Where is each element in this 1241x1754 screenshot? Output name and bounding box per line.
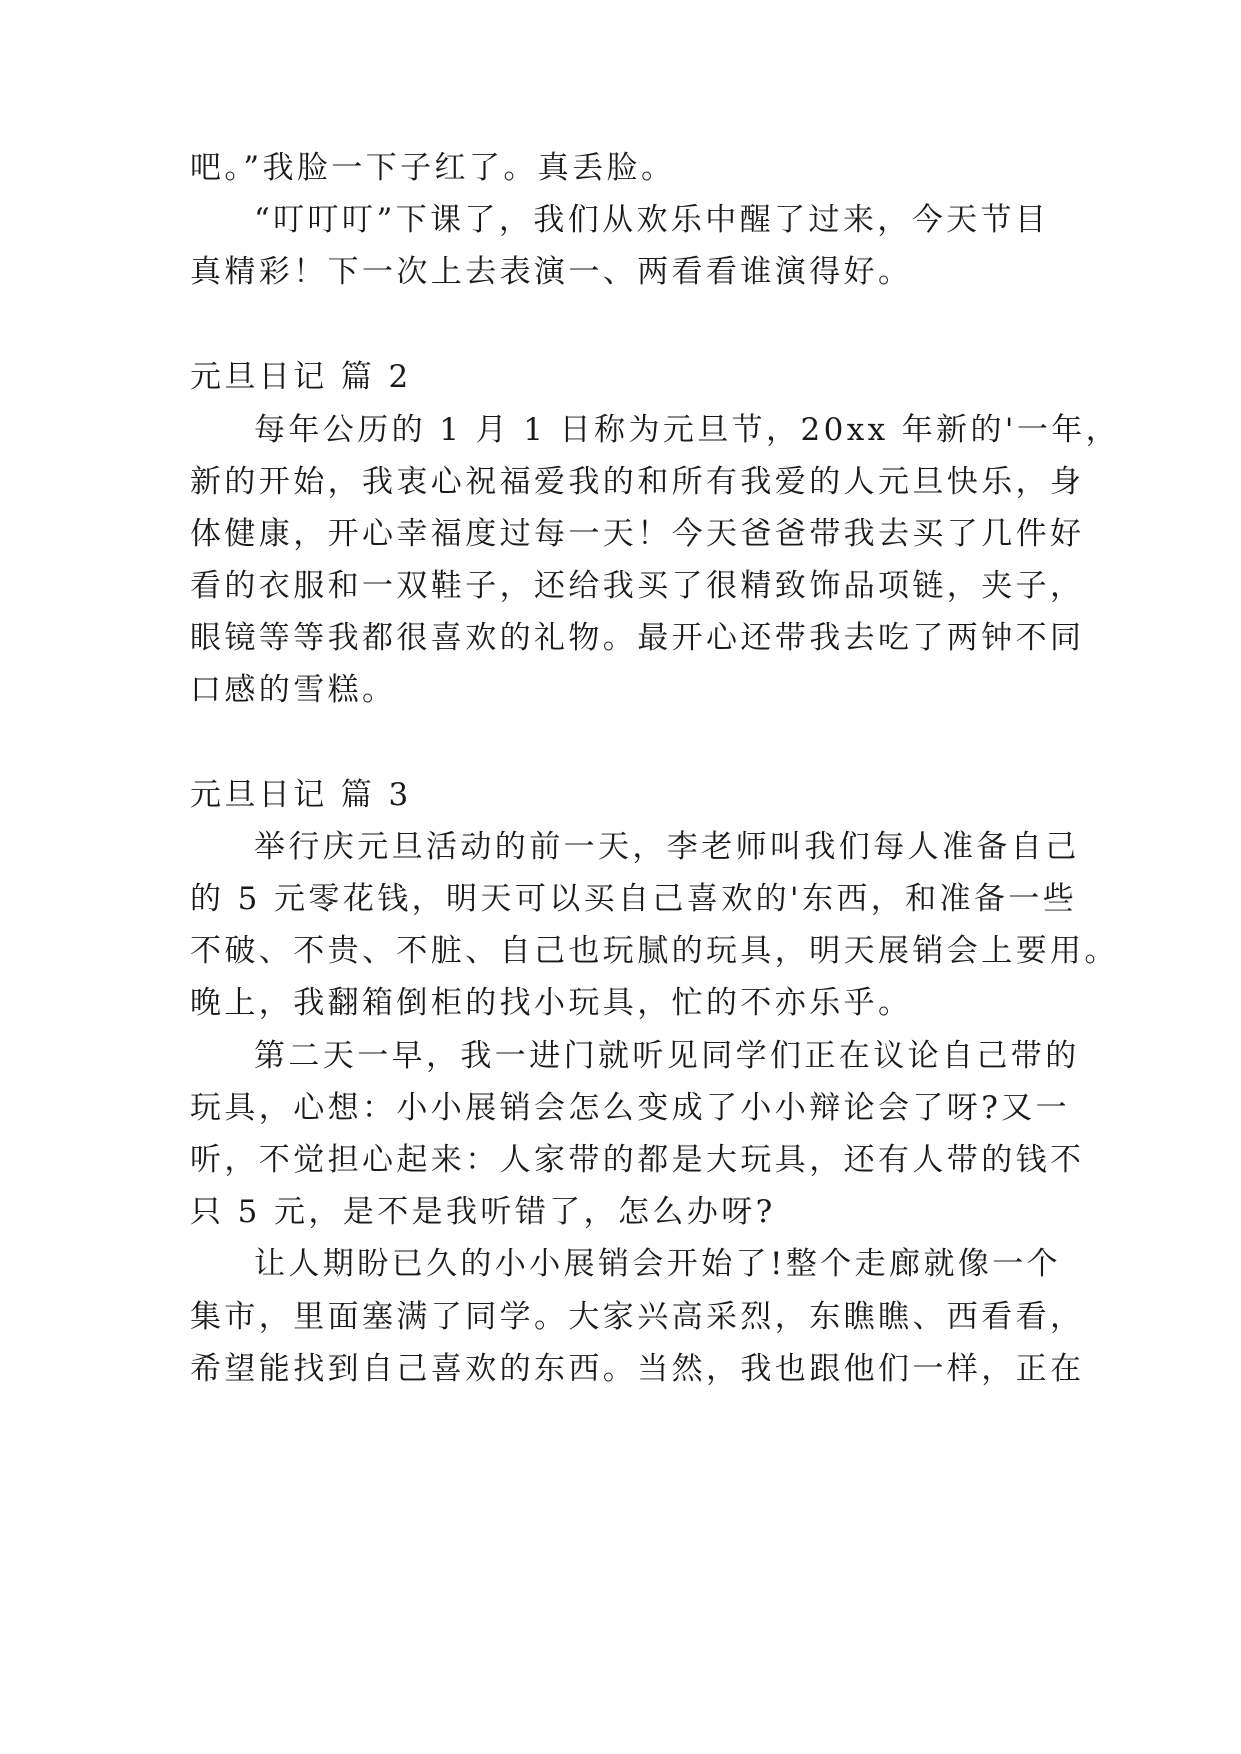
paragraph-first-line: “叮叮叮”下课了，我们从欢乐中醒了过来，今天节目 [254, 202, 1050, 238]
section-heading: 元旦日记 篇 3 [190, 777, 412, 813]
paragraph-first-line: 每年公历的 1 月 1 日称为元旦节，20xx 年新的'一年， [254, 412, 1121, 448]
text-line: 集市，里面塞满了同学。大家兴高采烈，东瞧瞧、西看看， [190, 1299, 1085, 1335]
text-line: 口感的雪糕。 [190, 672, 397, 708]
section-heading: 元旦日记 篇 2 [190, 359, 412, 395]
text-line: 晚上，我翻箱倒柜的找小玩具，忙的不亦乐乎。 [190, 985, 913, 1021]
text-line: 新的开始，我衷心祝福爱我的和所有我爱的人元旦快乐，身 [190, 464, 1085, 500]
text-line: 真精彩！下一次上去表演一、两看看谁演得好。 [190, 254, 913, 290]
text-line: 体健康，开心幸福度过每一天！今天爸爸带我去买了几件好 [190, 516, 1085, 552]
paragraph-first-line: 让人期盼已久的小小展销会开始了!整个走廊就像一个 [254, 1246, 1062, 1282]
text-line: 的 5 元零花钱，明天可以买自己喜欢的'东西，和准备一些 [190, 881, 1078, 917]
text-line: 听，不觉担心起来：人家带的都是大玩具，还有人带的钱不 [190, 1142, 1085, 1178]
text-line: 希望能找到自己喜欢的东西。当然，我也跟他们一样，正在 [190, 1351, 1085, 1387]
text-line: 眼镜等等我都很喜欢的礼物。最开心还带我去吃了两钟不同 [190, 620, 1085, 656]
text-line: 不破、不贵、不脏、自己也玩腻的玩具，明天展销会上要用。 [190, 933, 1119, 969]
paragraph-first-line: 第二天一早，我一进门就听见同学们正在议论自己带的 [254, 1038, 1080, 1074]
text-line: 看的衣服和一双鞋子，还给我买了很精致饰品项链，夹子， [190, 568, 1085, 604]
text-line: 只 5 元，是不是我听错了，怎么办呀? [190, 1194, 776, 1230]
paragraph-first-line: 举行庆元旦活动的前一天，李老师叫我们每人准备自己 [254, 829, 1080, 865]
text-line: 吧。”我脸一下子红了。真丢脸。 [190, 150, 676, 186]
text-line: 玩具，心想：小小展销会怎么变成了小小辩论会了呀?又一 [190, 1090, 1071, 1126]
